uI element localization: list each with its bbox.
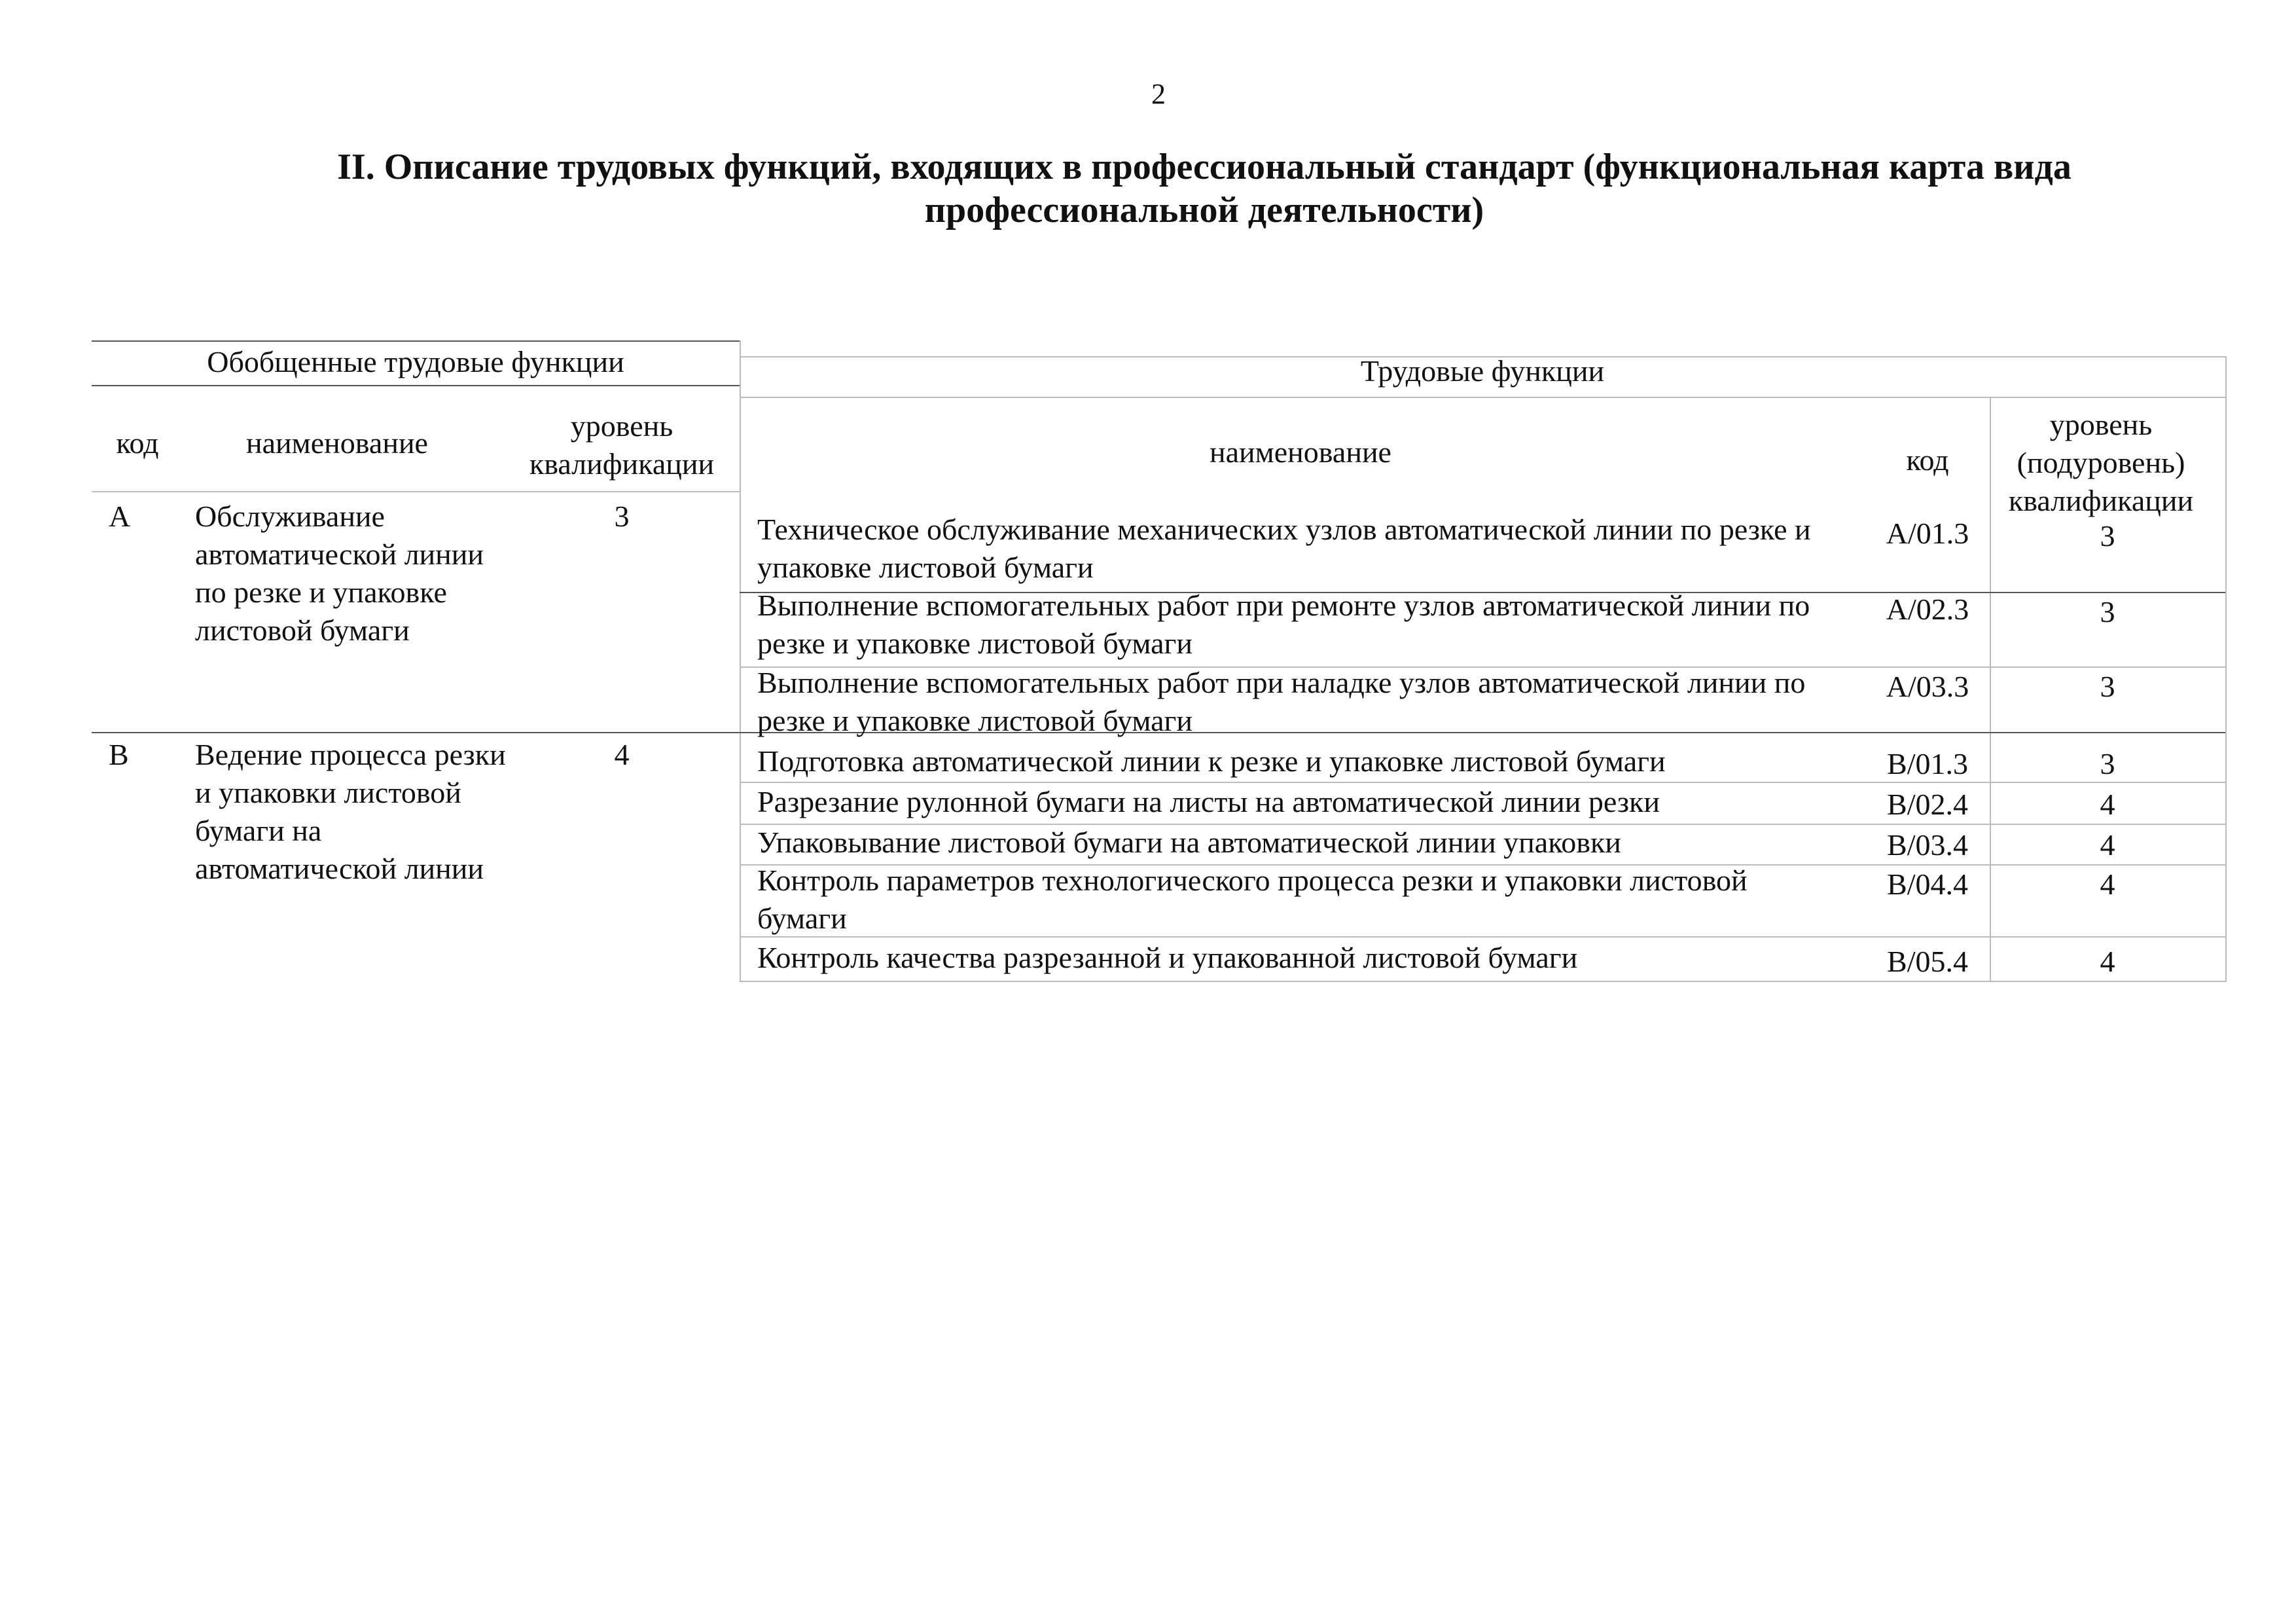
function-code: A/01.3 [1886, 517, 1969, 550]
header-generalized-functions: Обобщенные трудовые функции [207, 345, 624, 378]
function-name: Выполнение вспомогательных работ при наладке узлов автоматической линии по резке и упаковке листовой бумаги [757, 666, 1806, 737]
col-header-tf-code: код [1906, 443, 1949, 477]
function-code: B/04.4 [1887, 867, 1968, 901]
col-header-tf-level: уровень (подуровень) квалификации [2008, 408, 2194, 517]
function-name: Выполнение вспомогательных работ при ремонте узлов автоматической линии по резке и упаковке листовой бумаги [757, 589, 1810, 660]
function-level: 4 [2100, 788, 2115, 821]
col-header-tf-name: наименование [1210, 435, 1391, 469]
function-code: B/03.4 [1887, 828, 1968, 862]
function-code: B/02.4 [1887, 788, 1968, 821]
table-border-header-left [92, 385, 740, 386]
row-separator [92, 491, 740, 492]
header-labor-functions: Трудовые функции [1360, 354, 1605, 388]
function-code: A/03.3 [1886, 670, 1969, 703]
group-name: Обслуживание автоматической линии по резке и упаковке листовой бумаги [195, 500, 484, 647]
function-name: Техническое обслуживание механических узлов автоматической линии по резке и упаковке листовой бумаги [757, 513, 1811, 584]
function-name: Упаковывание листовой бумаги на автоматической линии упаковки [757, 826, 1621, 859]
function-level: 4 [2100, 828, 2115, 862]
group-code: B [109, 738, 129, 771]
function-code: A/02.3 [1886, 593, 1969, 626]
function-code: B/05.4 [1887, 945, 1968, 978]
function-name: Подготовка автоматической линии к резке и упаковке листовой бумаги [757, 744, 1666, 778]
function-level: 3 [2100, 595, 2115, 629]
function-name: Контроль параметров технологического процесса резки и упаковки листовой бумаги [757, 864, 1748, 935]
function-level: 3 [2100, 670, 2115, 703]
function-name: Контроль качества разрезанной и упакованной листовой бумаги [757, 941, 1578, 974]
group-level: 3 [614, 500, 630, 533]
function-level: 3 [2100, 519, 2115, 553]
table-divider-vertical [740, 340, 741, 982]
page-number: 2 [1151, 78, 1166, 110]
table-border-top-left [92, 340, 740, 342]
group-code: A [109, 500, 131, 533]
col-header-gen-level: уровень квалификации [529, 409, 715, 481]
table-border-header-right [740, 397, 2225, 398]
table-border-bottom [740, 981, 2225, 982]
group-level: 4 [614, 738, 630, 771]
page-title: II. Описание трудовых функций, входящих в профессиональный стандарт (функциональная карта вида профессиональной деятельности) [337, 147, 2072, 230]
function-level: 4 [2100, 867, 2115, 901]
col-header-gen-name: наименование [246, 426, 428, 460]
function-name: Разрезание рулонной бумаги на листы на автоматической линии резки [757, 785, 1660, 818]
function-level: 3 [2100, 747, 2115, 780]
group-name: Ведение процесса резки и упаковки листовой бумаги на автоматической линии [195, 738, 506, 885]
table-border-right [2225, 356, 2227, 982]
function-level: 4 [2100, 945, 2115, 978]
function-code: B/01.3 [1887, 747, 1968, 780]
col-header-gen-code: код [116, 426, 159, 460]
